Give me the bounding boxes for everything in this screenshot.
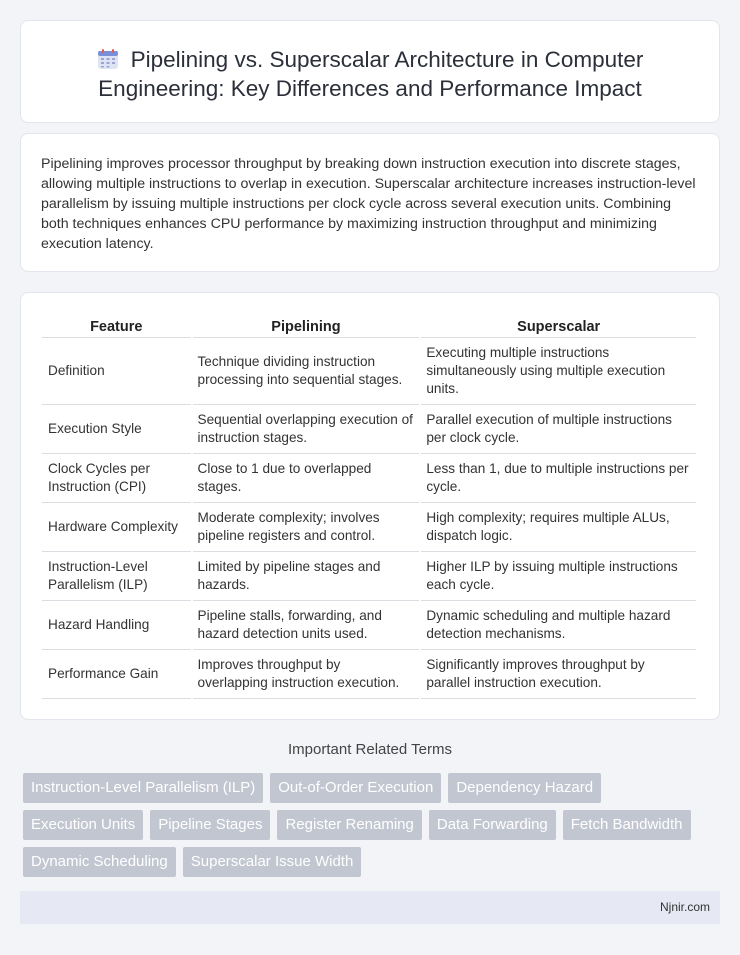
superscalar-cell: Less than 1, due to multiple instructions per cycle. [421,454,696,503]
pipelining-cell: Technique dividing instruction processing into sequential stages. [193,338,420,405]
feature-cell: Performance Gain [42,650,191,699]
term-tag[interactable]: Fetch Bandwidth [563,810,691,840]
table-row [42,503,696,552]
table-row [42,338,696,405]
feature-cell: Clock Cycles per Instruction (CPI) [42,454,191,503]
table-row [42,454,696,503]
feature-cell: Hardware Complexity [42,503,191,552]
tag-row [23,847,723,877]
pipelining-cell: Limited by pipeline stages and hazards. [193,552,420,601]
feature-cell: Definition [42,338,191,405]
table-row [42,552,696,601]
table-row [42,405,696,454]
term-tag[interactable]: Register Renaming [277,810,421,840]
table-header-row [42,313,696,338]
table-row [42,601,696,650]
pipelining-cell: Sequential overlapping execution of instruction stages. [193,405,420,454]
superscalar-cell: Parallel execution of multiple instructions per clock cycle. [421,405,696,454]
superscalar-cell: Dynamic scheduling and multiple hazard detection mechanisms. [421,601,696,650]
header-superscalar: Superscalar [421,313,696,338]
feature-cell: Instruction-Level Parallelism (ILP) [42,552,191,601]
comparison-table [40,313,698,699]
tag-row [23,773,723,803]
term-tag[interactable]: Dependency Hazard [448,773,601,803]
header-pipelining: Pipelining [193,313,420,338]
term-tag[interactable]: Pipeline Stages [150,810,270,840]
intro-card [20,133,720,272]
page-title [21,21,719,103]
pipelining-cell: Improves throughput by overlapping instruction execution. [193,650,420,699]
feature-cell: Hazard Handling [42,601,191,650]
footer-site[interactable]: Njnir.com [659,900,710,914]
pipelining-cell: Moderate complexity; involves pipeline registers and control. [193,503,420,552]
pipelining-cell: Close to 1 due to overlapped stages. [193,454,420,503]
title-card [20,20,720,123]
related-terms-heading: Important Related Terms [288,741,452,758]
feature-cell: Execution Style [42,405,191,454]
header-feature: Feature [42,313,191,338]
term-tag[interactable]: Superscalar Issue Width [183,847,362,877]
intro-paragraph: Pipelining improves processor throughput by breaking down instruction execution into discrete stages, allowing multiple instructions to overlap in execution. Superscalar architecture increases instruction-level parallelism by issuing multiple instructions per clock cycle across several execution units. Combining both techniques enhances CPU performance by maximizing instruction throughput and minimizing execution latency. [41,156,696,252]
term-tag[interactable]: Data Forwarding [429,810,556,840]
superscalar-cell: Higher ILP by issuing multiple instructions each cycle. [421,552,696,601]
title-text: Pipelining vs. Superscalar Architecture in Computer Engineering: Key Differences and Performance Impact [98,47,644,101]
pipelining-cell: Pipeline stalls, forwarding, and hazard detection units used. [193,601,420,650]
calendar-icon [97,48,119,70]
superscalar-cell: Significantly improves throughput by parallel instruction execution. [421,650,696,699]
comparison-card [20,292,720,720]
related-terms [23,773,723,884]
footer [20,891,720,924]
tag-row [23,810,723,840]
superscalar-cell: Executing multiple instructions simultaneously using multiple execution units. [421,338,696,405]
superscalar-cell: High complexity; requires multiple ALUs, dispatch logic. [421,503,696,552]
term-tag[interactable]: Execution Units [23,810,143,840]
term-tag[interactable]: Dynamic Scheduling [23,847,176,877]
term-tag[interactable]: Instruction-Level Parallelism (ILP) [23,773,263,803]
table-row [42,650,696,699]
term-tag[interactable]: Out-of-Order Execution [270,773,441,803]
